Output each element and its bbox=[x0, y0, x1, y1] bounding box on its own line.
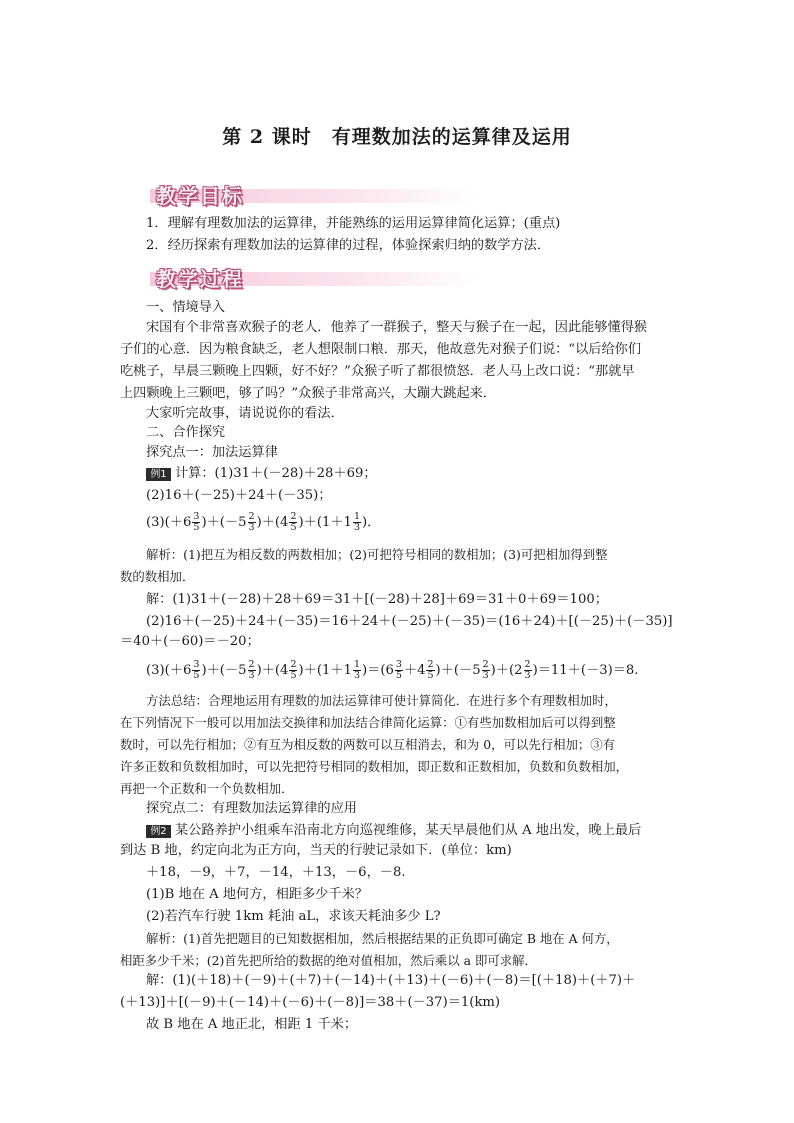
formula-text: )． bbox=[361, 515, 381, 530]
fraction: $\frac{2}{3}$ bbox=[248, 511, 255, 533]
explore-heading: 二、合作探究 bbox=[146, 425, 226, 440]
page-title: 第 2 课时 有理数加法的运算律及运用 bbox=[222, 126, 572, 148]
fraction: $\frac{2}{5}$ bbox=[427, 659, 434, 681]
intro-prompt: 大家听完故事，请说说你的看法． bbox=[146, 406, 344, 421]
solution-line: 解：(1)(＋18)＋(－9)＋(＋7)＋(－14)＋(＋13)＋(－6)＋(－8)＝[(＋18)＋(＋7)＋ bbox=[146, 973, 636, 988]
fraction: $\frac{2}{3}$ bbox=[482, 659, 489, 681]
method-line: 许多正数和负数相加时，可以先把符号相同的数相加，即正数和正数相加，负数和负数相加， bbox=[120, 759, 629, 774]
story-line: 上四颗晚上三颗吧，够了吗？”众猴子非常高兴，大蹦大跳起来． bbox=[120, 386, 496, 401]
solution-line: ＝40＋(－60)＝－20； bbox=[120, 634, 260, 649]
example-1-formula bbox=[146, 512, 380, 533]
solution-line: 解：(1)31＋(－28)＋28＋69＝31＋[(－28)＋28]＋69＝31＋0＋69＝100； bbox=[146, 592, 608, 607]
banner-label: 教学目标 bbox=[156, 184, 244, 208]
example-1-line: (2)16＋(－25)＋24＋(－35)； bbox=[146, 488, 332, 503]
method-line: 在下列情况下一般可以用加法交换律和加法结合律简化运算：①有些加数相加后可以得到整 bbox=[120, 715, 616, 730]
formula-text: )＋(－5 bbox=[201, 515, 247, 530]
example-2-badge: 例2 bbox=[146, 825, 171, 838]
goal-item: 1．理解有理数加法的运算律，并能熟练的运用运算律简化运算；(重点) bbox=[146, 216, 561, 231]
example-2-text: 某公路养护小组乘车沿南北方向巡视维修，某天早晨他们从 A 地出发，晚上最后 bbox=[175, 823, 642, 838]
banner-label: 教学过程 bbox=[156, 267, 244, 291]
analysis-line: 解析：(1)首先把题目的已知数据相加，然后根据结果的正负即可确定 B 地在 A 何方， bbox=[146, 931, 619, 946]
example-2-line: 到达 B 地，约定向北为正方向，当天的行驶记录如下．(单位：km) bbox=[120, 843, 512, 858]
fraction: $\frac{1}{3}$ bbox=[353, 511, 360, 533]
story-line: 宋国有个非常喜欢猴子的老人．他养了一群猴子，整天与猴子在一起，因此能够懂得猴 bbox=[146, 320, 648, 335]
fraction: $\frac{3}{5}$ bbox=[395, 659, 402, 681]
goal-item: 2．经历探索有理数加法的运算律的过程，体验探索归纳的数学方法． bbox=[146, 238, 551, 253]
example-2-line bbox=[146, 823, 641, 839]
fraction: $\frac{1}{3}$ bbox=[353, 659, 360, 681]
example-1-badge: 例1 bbox=[146, 468, 171, 481]
analysis-line: 相距多少千米；(2)首先把所给的数据的绝对值相加，然后乘以 a 即可求解． bbox=[120, 953, 537, 968]
example-2-question: (1)B 地在 A 地何方，相距多少千米？ bbox=[146, 887, 368, 902]
analysis-line: 解析：(1)把互为相反数的两数相加；(2)可把符号相同的数相加；(3)可把相加得到整 bbox=[146, 547, 608, 562]
section-banner-process bbox=[146, 263, 316, 293]
fraction: $\frac{2}{5}$ bbox=[290, 659, 297, 681]
story-line: 吃桃子，早晨三颗晚上四颗，好不好？”众猴子听了都很愤怒．老人马上改口说：“那就早 bbox=[120, 364, 635, 379]
example-1-text: 计算：(1)31＋(－28)＋28＋69； bbox=[175, 466, 377, 481]
formula-text: )＋(4 bbox=[256, 515, 289, 530]
intro-heading: 一、情境导入 bbox=[146, 300, 226, 315]
conclusion-line: 故 B 地在 A 地正北，相距 1 千米； bbox=[146, 1017, 358, 1032]
fraction: $\frac{2}{5}$ bbox=[290, 511, 297, 533]
example-2-question: (2)若汽车行驶 1km 耗油 aL，求该天耗油多少 L? bbox=[146, 909, 441, 924]
fraction: $\frac{3}{5}$ bbox=[193, 511, 200, 533]
example-2-record: ＋18，－9，＋7，－14，＋13，－6，－8. bbox=[146, 865, 406, 880]
solution-formula: (3)(＋6 $\frac{3}{5}$ )＋(－5 $\frac{2}{3}$ )＋(4 $\frac{2}{5}$ )＋(1＋1 $\frac{1}{3}$ )＝(6 $\frac{3}{5}$ ＋4 $\frac{2}{5}$ )＋(－5 $\frac{2}{3}$ )＋(2 $\frac{2}{3}$ )＝11＋(－3)＝8. bbox=[146, 659, 639, 681]
explore-point-2: 探究点二：有理数加法运算律的应用 bbox=[146, 801, 357, 816]
formula-text: (3)(＋6 bbox=[146, 515, 192, 530]
fraction: $\frac{3}{5}$ bbox=[193, 659, 200, 681]
solution-line: (＋13)]＋[(－9)＋(－14)＋(－6)＋(－8)]＝38＋(－37)＝1(km) bbox=[120, 995, 501, 1010]
method-line: 再把一个正数和一个负数相加． bbox=[120, 781, 294, 796]
solution-line: (2)16＋(－25)＋24＋(－35)＝16＋24＋(－25)＋(－35)＝(16＋24)＋[(－25)＋(－35)] bbox=[146, 614, 673, 629]
explore-point-1: 探究点一：加法运算律 bbox=[146, 445, 278, 460]
section-banner-goals bbox=[146, 180, 316, 210]
analysis-line: 数的数相加． bbox=[120, 569, 195, 584]
fraction: $\frac{2}{3}$ bbox=[524, 659, 531, 681]
fraction: $\frac{2}{3}$ bbox=[248, 659, 255, 681]
formula-text: )＋(1＋1 bbox=[298, 515, 352, 530]
method-line: 数时，可以先行相加；②有互为相反数的两数可以互相消去，和为 0，可以先行相加；③有 bbox=[120, 737, 616, 752]
example-1-line bbox=[146, 466, 377, 482]
story-line: 子们的心意．因为粮食缺乏，老人想限制口粮．那天，他故意先对猴子们说：“以后给你们 bbox=[120, 342, 642, 357]
method-line: 方法总结：合理地运用有理数的加法运算律可使计算简化．在进行多个有理数相加时， bbox=[146, 693, 617, 708]
